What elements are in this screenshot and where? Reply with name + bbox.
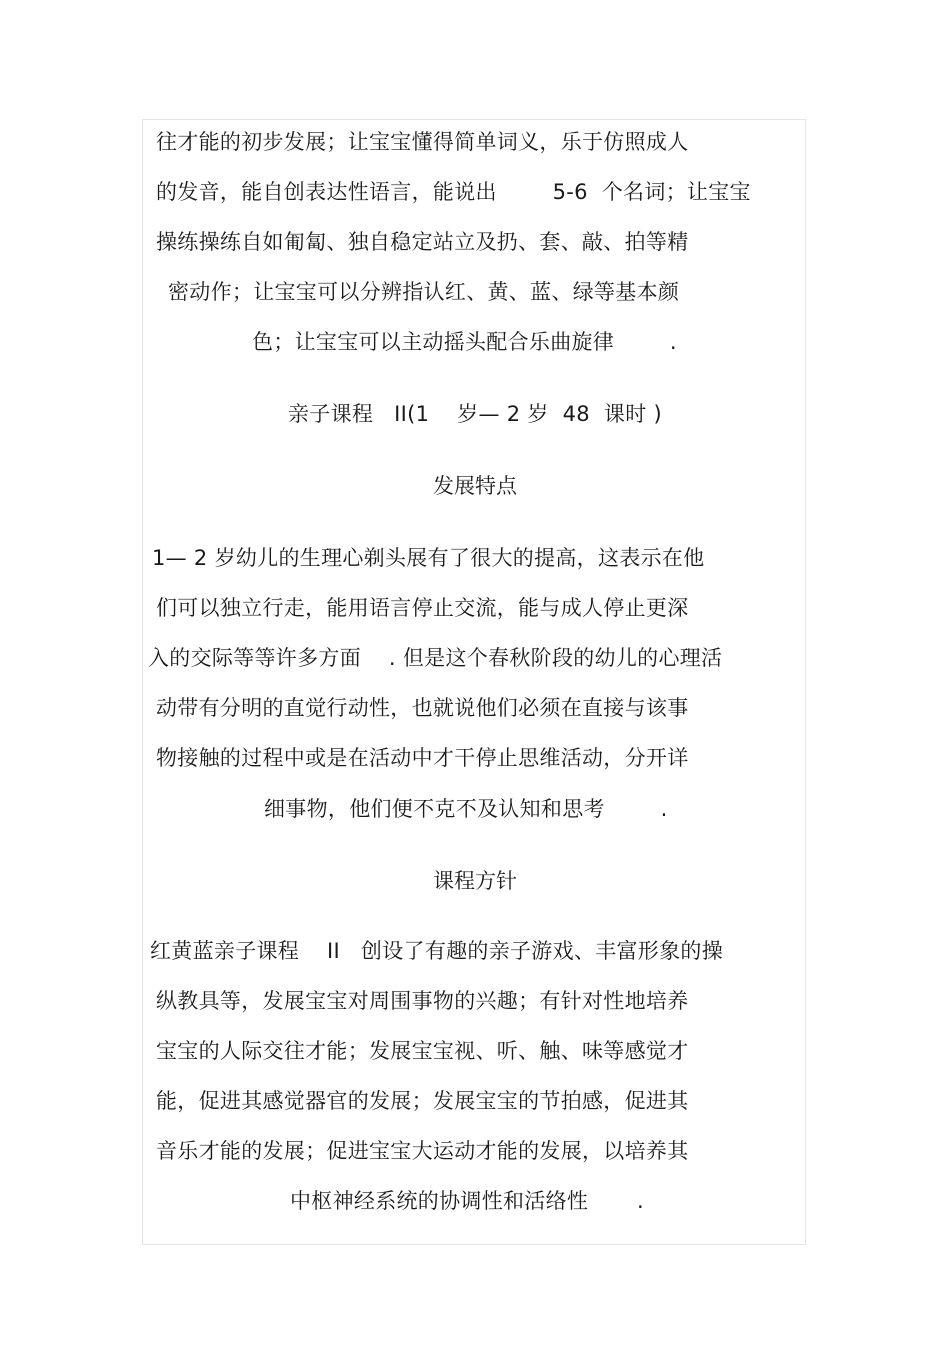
- paragraph-line: 细事物，他们便不克不及认知和思考 .: [264, 797, 668, 821]
- paragraph-line: 物接触的过程中或是在活动中才干停止思维活动，分开详: [156, 746, 689, 770]
- course-title: 亲子课程 II(1 岁— 2 岁 48 课时 ): [288, 402, 662, 426]
- paragraph-line: 1— 2 岁幼儿的生理心剃头展有了很大的提高，这表示在他: [152, 546, 705, 570]
- paragraph-line: 动带有分明的直觉行动性，也就说他们必须在直接与该事: [156, 696, 689, 720]
- section-heading-development: 发展特点: [433, 474, 517, 498]
- section-heading-course-goals: 课程方针: [433, 869, 517, 893]
- paragraph-line: 宝宝的人际交往才能；发展宝宝视、听、触、味等感觉才: [156, 1039, 689, 1063]
- paragraph-line: 往才能的初步发展；让宝宝懂得简单词义，乐于仿照成人: [156, 130, 689, 154]
- paragraph-line: 红黄蓝亲子课程 II 创设了有趣的亲子游戏、丰富形象的操: [150, 939, 724, 963]
- paragraph-line: 能，促进其感觉器官的发展；发展宝宝的节拍感，促进其: [156, 1089, 689, 1113]
- paragraph-line: 密动作；让宝宝可以分辨指认红、黄、蓝、绿等基本颜: [168, 280, 680, 304]
- paragraph-line: 操练操练自如匍匐、独自稳定站立及扔、套、敲、拍等精: [156, 230, 689, 254]
- paragraph-line: 中枢神经系统的协调性和活络性 .: [290, 1189, 645, 1213]
- paragraph-line: 的发音，能自创表达性语言，能说出 5-6 个名词；让宝宝: [156, 180, 751, 204]
- paragraph-line: 音乐才能的发展；促进宝宝大运动才能的发展，以培养其: [156, 1139, 689, 1163]
- paragraph-line: 纵教具等，发展宝宝对周围事物的兴趣；有针对性地培养: [156, 989, 689, 1013]
- paragraph-line: 色；让宝宝可以主动摇头配合乐曲旋律 .: [252, 330, 677, 354]
- paragraph-line: 入的交际等等许多方面 . 但是这个春秋阶段的幼儿的心理活: [148, 646, 723, 670]
- paragraph-line: 们可以独立行走，能用语言停止交流，能与成人停止更深: [156, 596, 689, 620]
